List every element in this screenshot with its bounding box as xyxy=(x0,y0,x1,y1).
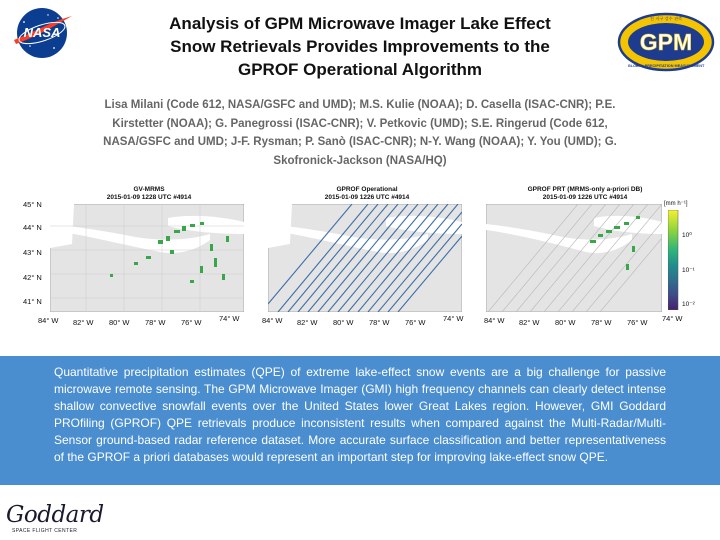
lon-label-p3-84: 84° W xyxy=(484,316,505,325)
nasa-logo xyxy=(10,6,74,60)
lon-label-p1-76: 76° W xyxy=(181,318,202,327)
author-line-4: Skofronick-Jackson (NASA/HQ) xyxy=(273,154,447,167)
gpm-logo-text: GPM xyxy=(639,29,693,55)
gpm-ring-bottom: GLOBAL PRECIPITATION MEASUREMENT xyxy=(627,64,705,68)
map-panel-gprof-operational xyxy=(268,204,462,312)
precipitation-maps-figure xyxy=(0,186,720,332)
lat-label-45: 45° N xyxy=(23,200,42,209)
panel-1-title-line-2: 2015-01-09 1228 UTC #4914 xyxy=(106,194,192,201)
lon-label-p1-84: 84° W xyxy=(38,316,59,325)
lon-label-p2-76: 76° W xyxy=(405,318,426,327)
title-line-2: Snow Retrievals Provides Improvements to the xyxy=(170,37,550,56)
goddard-wordmark: Goddard xyxy=(6,502,104,528)
colorbar-tick-3: 10⁻² xyxy=(682,301,695,308)
nasa-logo-text: NASA xyxy=(23,25,61,40)
lon-label-p3-80: 80° W xyxy=(555,318,576,327)
panel-2-title-line-1: GPROF Operational xyxy=(336,186,398,193)
lat-label-42: 42° N xyxy=(23,273,42,282)
map-panel-gv-mrms xyxy=(50,204,244,312)
goddard-subtitle: SPACE FLIGHT CENTER xyxy=(12,528,78,534)
lon-label-p2-82: 82° W xyxy=(297,318,318,327)
colorbar-tick-1: 10⁰ xyxy=(682,232,692,239)
author-line-3: NASA/GSFC and UMD; J-F. Rysman; P. Sanò (ISAC-CNR); N-Y. Wang (NOAA); Y. You (UMD); G. xyxy=(103,136,617,148)
lon-label-p3-78: 78° W xyxy=(591,318,612,327)
page-title xyxy=(110,12,610,81)
colorbar xyxy=(668,210,680,310)
panel-2-title-line-2: 2015-01-09 1226 UTC #4914 xyxy=(324,194,410,201)
panel-3-title xyxy=(488,186,682,202)
lon-label-p1-82: 82° W xyxy=(73,318,94,327)
panel-1-title xyxy=(52,186,246,202)
lon-label-p2-84: 84° W xyxy=(262,316,283,325)
lat-label-44: 44° N xyxy=(23,223,42,232)
lon-label-p3-76: 76° W xyxy=(627,318,648,327)
gpm-logo xyxy=(617,12,715,72)
lon-label-p2-74: 74° W xyxy=(443,314,464,323)
lat-label-43: 43° N xyxy=(23,248,42,257)
map-panel-gprof-prt xyxy=(486,204,662,312)
lon-label-p3-74: 74° W xyxy=(662,314,683,323)
title-line-3: GPROF Operational Algorithm xyxy=(238,60,482,79)
lon-label-p3-82: 82° W xyxy=(519,318,540,327)
panel-1-title-line-1: GV-MRMS xyxy=(133,186,165,193)
lon-label-p1-78: 78° W xyxy=(145,318,166,327)
gpm-ring-top: 전 지구 강수 관측 xyxy=(649,16,683,21)
author-list xyxy=(80,96,640,170)
summary-band xyxy=(0,356,720,485)
summary-text: Quantitative precipitation estimates (QPE) of extreme lake-effect snow events are a big challenge for passive microwave remote sensing. The GPM Microwave Imager (GMI) high frequency channels can clearly detect intense shallow convective snowfall events over the United States lower Great Lakes region. However, GMI Goddard PROfiling (GPROF) QPE retrievals produce inconsistent results when compared against the Multi-Radar/Multi-Sensor ground-based radar reference dataset. More accurate surface classification and better representativeness of the GPROF a priori databases would represent an important step for improving lake-effect snow QPE. xyxy=(54,365,666,464)
lat-label-41: 41° N xyxy=(23,297,42,306)
lon-label-p2-80: 80° W xyxy=(333,318,354,327)
author-line-2: Kirstetter (NOAA); G. Panegrossi (ISAC-CNR); V. Petkovic (UMD); S.E. Ringerud (Code 612, xyxy=(112,117,608,130)
author-line-1: Lisa Milani (Code 612, NASA/GSFC and UMD); M.S. Kulie (NOAA); D. Casella (ISAC-CNR); P.E. xyxy=(104,99,616,111)
goddard-logo xyxy=(2,502,104,536)
lon-label-p2-78: 78° W xyxy=(369,318,390,327)
panel-3-title-line-2: 2015-01-09 1226 UTC #4914 xyxy=(542,194,628,201)
colorbar-tick-2: 10⁻¹ xyxy=(682,267,695,274)
panel-2-title xyxy=(270,186,464,202)
lon-label-p1-80: 80° W xyxy=(109,318,130,327)
lon-label-p1-74: 74° W xyxy=(219,314,240,323)
colorbar-unit: [mm h⁻¹] xyxy=(664,201,688,207)
title-line-1: Analysis of GPM Microwave Imager Lake Effect xyxy=(169,14,551,33)
panel-3-title-line-1: GPROF PRT (MRMS-only a-priori DB) xyxy=(527,186,643,193)
